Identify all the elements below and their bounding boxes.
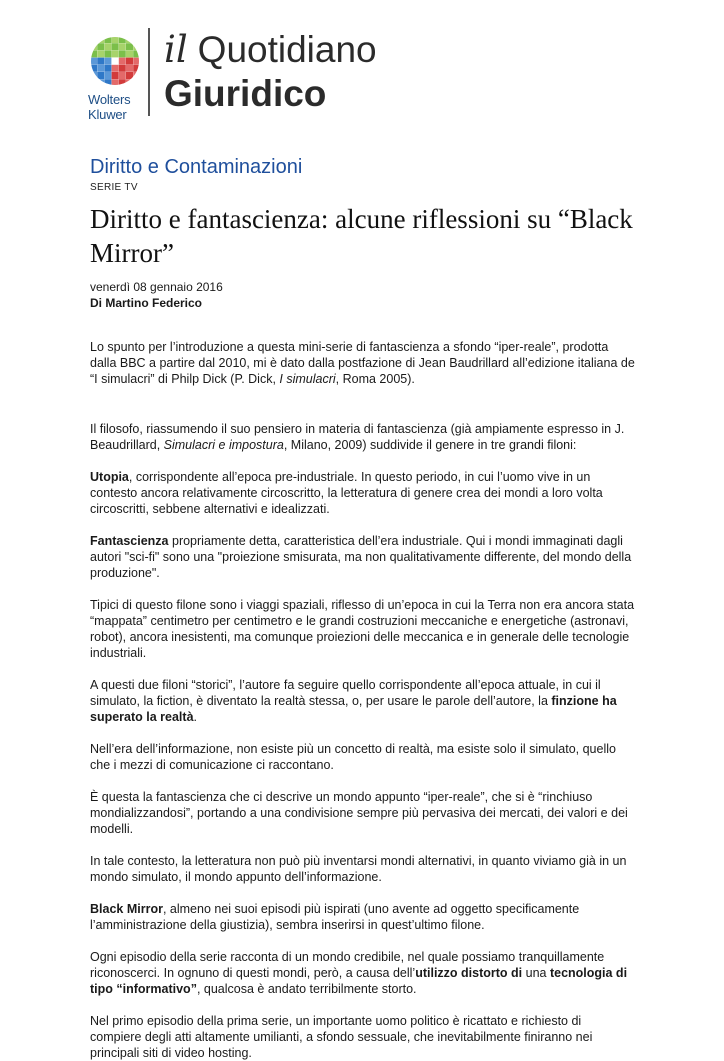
brand-name <box>88 92 130 122</box>
globe-tile <box>126 65 133 72</box>
bold-text: Black Mirror <box>90 902 163 916</box>
globe-tile <box>112 65 119 72</box>
bold-text: utilizzo distorto di <box>415 966 523 980</box>
globe-tile <box>112 50 119 57</box>
globe-tile <box>119 58 126 65</box>
globe-tile <box>133 58 140 65</box>
globe-tile <box>126 43 133 50</box>
globe-tile <box>133 36 140 43</box>
bold-text: tecnologia di tipo “informativo” <box>90 966 628 996</box>
globe-tile <box>97 65 104 72</box>
category-label: SERIE TV <box>90 182 138 193</box>
bold-text: Fantascienza <box>90 534 169 548</box>
section-title: Diritto e Contaminazioni <box>90 156 303 178</box>
text-run: È questa la fantascienza che ci descrive un mondo appunto “iper-reale”, che si è “rinchiuso mondializzandosi”, portando a una condivisione sempre più pervasiva dei mercati, dei valori e dei modelli. <box>90 790 628 836</box>
globe-tile <box>97 43 104 50</box>
text-run: , qualcosa è andato terribilmente storto. <box>196 982 417 996</box>
article-author: Di Martino Federico <box>90 296 203 310</box>
text-run: In tale contesto, la letteratura non può più inventarsi mondi alternativi, in quanto viviamo già in un mondo simulato, il mondo appunto dell’informazione. <box>90 854 627 884</box>
globe-tile <box>119 65 126 72</box>
text-run: Tipici di questo filone sono i viaggi spaziali, riflesso di un’epoca in cui la Terra non era ancora stata “mappata” centimetro per centimetro e le grandi costruzioni meccaniche e energetiche (astronavi, robot), ancora inesistenti, ma comunque proiezioni delle meccanica e in generale delle tecnologie industriali. <box>90 598 635 660</box>
globe-tile <box>133 43 140 50</box>
article-paragraph <box>90 597 636 661</box>
globe-tile <box>119 36 126 43</box>
article-title: Diritto e fantascienza: alcune riflessioni su “Black Mirror” <box>90 204 633 268</box>
globe-tile <box>112 79 119 86</box>
globe-tile <box>119 50 126 57</box>
bold-text: finzione ha superato la realtà <box>90 694 617 724</box>
brand-line: Kluwer <box>88 107 127 122</box>
bold-text: Utopia <box>90 470 129 484</box>
italic-text: I simulacri <box>279 372 336 386</box>
globe-tile <box>97 50 104 57</box>
text-run: , Roma 2005). <box>335 372 415 386</box>
globe-tile <box>126 58 133 65</box>
globe-tile <box>119 79 126 86</box>
article-paragraph <box>90 741 636 773</box>
globe-tile <box>104 50 111 57</box>
globe-tile <box>119 43 126 50</box>
text-run: A questi due filoni “storici”, l’autore fa seguire quello corrispondente all’epoca attuale, in cui il simulato, la fiction, è diventato la realtà stessa, o, per usare le parole dell’autore, la <box>90 678 601 708</box>
article-paragraph <box>90 901 636 933</box>
article-paragraph <box>90 789 636 837</box>
article-paragraph <box>90 853 636 885</box>
text-run: , corrispondente all’epoca pre-industriale. In questo periodo, in cui l’uomo vive in un contesto ancora relativamente circoscritto, la letteratura di genere crea dei mondi a loro volta circoscritti, sebbene alternativi e idealizzati. <box>90 470 603 516</box>
text-run: . <box>193 710 197 724</box>
text-run: Ogni episodio della serie racconta di un mondo credibile, nel quale possiamo tranquillamente riconoscerci. In ognuno di questi mondi, però, a causa dell’ <box>90 950 605 980</box>
globe-tile <box>90 79 97 86</box>
text-run: Il filosofo, riassumendo il suo pensiero in materia di fantascienza (già ampiamente espresso in J. Beaudrillard, <box>90 422 625 452</box>
article-paragraph <box>90 339 636 387</box>
globe-tile <box>90 58 97 65</box>
globe-tile <box>90 65 97 72</box>
globe-tile <box>112 36 119 43</box>
article-paragraph <box>90 949 636 997</box>
article <box>90 154 636 1061</box>
logo-divider <box>148 28 150 116</box>
text-run: una <box>522 966 550 980</box>
globe-tile <box>126 50 133 57</box>
globe-tile <box>104 65 111 72</box>
globe-tile <box>133 79 140 86</box>
article-body <box>90 339 636 1061</box>
publication-title <box>164 28 377 116</box>
globe-tile <box>97 79 104 86</box>
article-paragraph <box>90 533 636 581</box>
globe-tile <box>112 43 119 50</box>
globe-tile <box>119 72 126 79</box>
globe-tile <box>97 58 104 65</box>
globe-tile <box>90 36 97 43</box>
article-date: venerdì 08 gennaio 2016 <box>90 280 223 294</box>
article-paragraph <box>90 421 636 453</box>
article-paragraph <box>90 677 636 725</box>
text-run: Nel primo episodio della prima serie, un importante uomo politico è ricattato e richiesto di compiere degli atti altamente umilianti, a sfondo sessuale, che inevitabilmente finiranno nei principali siti di video hosting. <box>90 1014 593 1060</box>
globe-tile <box>104 58 111 65</box>
text-run: , Milano, 2009) suddivide il genere in tre grandi filoni: <box>283 438 577 452</box>
globe-tile <box>126 36 133 43</box>
globe-tile <box>104 79 111 86</box>
globe-tile <box>104 43 111 50</box>
globe-tile <box>112 58 119 65</box>
globe-tile <box>126 72 133 79</box>
globe-tile <box>126 79 133 86</box>
globe-tile <box>112 72 119 79</box>
title-line-1: Quotidiano <box>197 29 377 70</box>
globe-tile <box>90 50 97 57</box>
article-paragraph <box>90 1013 636 1061</box>
globe-tile <box>133 65 140 72</box>
globe-tile <box>133 50 140 57</box>
globe-tile <box>104 72 111 79</box>
italic-text: Simulacri e impostura <box>163 438 284 452</box>
globe-tile <box>133 72 140 79</box>
wolters-kluwer-globe-icon <box>90 36 140 86</box>
text-run: Nell’era dell’informazione, non esiste più un concetto di realtà, ma esiste solo il simulato, quello che i mezzi di comunicazione ci raccontano. <box>90 742 616 772</box>
brand-line: Wolters <box>88 92 131 107</box>
globe-tile <box>97 36 104 43</box>
globe-tile <box>97 72 104 79</box>
globe-tile <box>90 72 97 79</box>
article-paragraph <box>90 469 636 517</box>
text-run: propriamente detta, caratteristica dell’era industriale. Qui i mondi immaginati dagli autori "sci-fi" sono una "proiezione smisurata, ma non qualitativamente differente, del mondo della produzione". <box>90 534 632 580</box>
globe-tile <box>90 43 97 50</box>
publication-logo <box>84 24 414 122</box>
globe-tile <box>104 36 111 43</box>
text-run: , almeno nei suoi episodi più ispirati (uno avente ad oggetto specificamente l’amministrazione della giustizia), sembra inserirsi in quest’ultimo filone. <box>90 902 580 932</box>
title-line-2: Giuridico <box>164 73 327 114</box>
title-prefix: il <box>164 28 188 71</box>
text-run: Lo spunto per l’introduzione a questa mini-serie di fantascienza a sfondo “iper-reale”, prodotta dalla BBC a partire dal 2010, mi è dato dalla postfazione di Jean Baudrillard all’edizione italiana de “I simulacri” di Philp Dick (P. Dick, <box>90 340 635 386</box>
